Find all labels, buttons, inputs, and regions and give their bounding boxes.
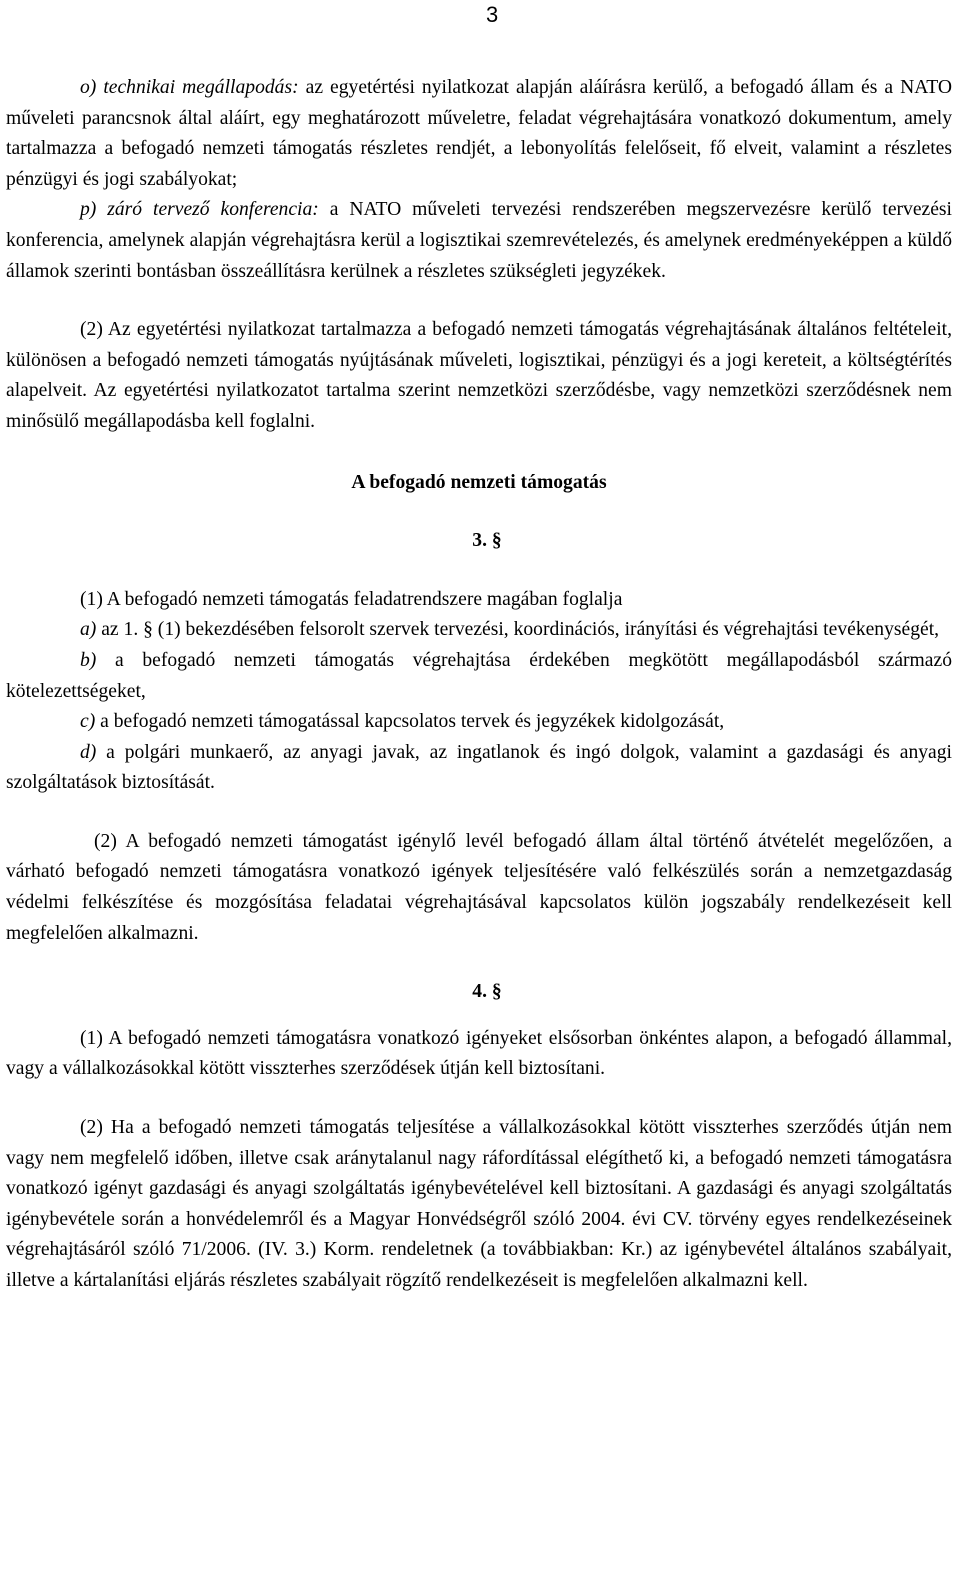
- section-3-item-c: [6, 707, 952, 738]
- section-4-number: 4. §: [472, 981, 502, 1003]
- definition-o-term: o) technikai megállapodás:: [80, 77, 299, 98]
- item-a-label: a): [80, 619, 97, 641]
- section-3-item-d: [6, 738, 952, 799]
- section-3-item-a: [6, 615, 952, 646]
- item-c-label: c): [80, 711, 96, 733]
- item-b-label: b): [80, 649, 97, 671]
- section-4-paragraph-2: (2) Ha a befogadó nemzeti támogatás teljesítése a vállalkozásokkal kötött visszterhes szerződés útján nem vagy nem megfelelő időben, illetve csak aránytalanul nagy ráfordítással elégíthető ki, a befogadó nemzeti támogatásra vonatkozó igényt gazdasági és anyagi szolgáltatás igénybevételével kell biztosítani. A gazdasági és anyagi szolgáltatás igénybevétele során a honvédelemről és a Magyar Honvédségről szóló 2004. évi CV. törvény egyes rendelkezéseinek végrehajtásáról szóló 71/2006. (IV. 3.) Korm. rendeletnek (a továbbiakban: Kr.) az igénybevétel általános szabályait, illetve a kártalanítási eljárás részletes szabályait rögzítő rendelkezéseit is megfelelően alkalmazni kell.: [6, 1117, 952, 1291]
- definition-p: [6, 195, 952, 287]
- section-3-paragraph-2: (2) A befogadó nemzeti támogatást igénylő levél befogadó állam által történő átvételét megelőzően, a várható befogadó nemzeti támogatásra vonatkozó igények teljesítésére való felkészülés során a nemzetgazdaság védelmi felkészítése és mozgósítása feladatai végrehajtásával kapcsolatos külön jogszabály rendelkezéseit kell megfelelően alkalmazni.: [6, 830, 952, 944]
- item-d-text: a polgári munkaerő, az anyagi javak, az ingatlanok és ingó dolgok, valamint a gazdasági és anyagi szolgáltatások biztosítását.: [6, 741, 952, 794]
- item-d-label: d): [80, 741, 97, 763]
- page-number: 3: [486, 2, 499, 27]
- definition-p-term: p) záró tervező konferencia:: [80, 199, 319, 221]
- item-a-text: az 1. § (1) bekezdésében felsorolt szervek tervezési, koordinációs, irányítási és végrehajtási tevékenységét,: [96, 619, 940, 641]
- definition-o-text: az egyetértési nyilatkozat alapján aláírásra kerülő, a befogadó állam és a NATO műveleti parancsnok által aláírt, egy meghatározott műveletre, feladat végrehajtására vonatkozó dokumentum, amely tartalmazza a befogadó nemzeti támogatás részletes rendjét, a lebonyolítás felelőseit, fő elveit, valamint a részletes pénzügyi és jogi szabályokat;: [6, 77, 952, 190]
- section-3-item-b: [6, 646, 952, 707]
- section-4-paragraph-1: (1) A befogadó nemzeti támogatásra vonatkozó igényeket elsősorban önkéntes alapon, a befogadó állammal, vagy a vállalkozásokkal kötött visszterhes szerződések útján kell biztosítani.: [6, 1027, 952, 1080]
- definition-o: [6, 73, 952, 195]
- item-c-text: a befogadó nemzeti támogatással kapcsolatos tervek és jegyzékek kidolgozását,: [95, 711, 725, 733]
- section-3-number: 3. §: [472, 530, 502, 552]
- section-3-paragraph-1: (1) A befogadó nemzeti támogatás feladatrendszere magában foglalja: [80, 588, 623, 610]
- paragraph-2-2: (2) Az egyetértési nyilatkozat tartalmazza a befogadó nemzeti támogatás végrehajtásának általános feltételeit, különösen a befogadó nemzeti támogatás nyújtásának műveleti, logisztikai, pénzügyi és a jogi kereteit, a költségtérítés alapelveit. Az egyetértési nyilatkozatot tartalma szerint nemzetközi szerződésbe, vagy nemzetközi szerződésnek nem minősülő megállapodásba kell foglalni.: [6, 319, 952, 432]
- definition-p-text: a NATO műveleti tervezési rendszerében megszervezésre kerülő tervezési konferencia, amelynek alapján végrehajtásra kerül a logisztikai szemrevételezés, és amelynek eredményeképpen a küldő államok szerinti bontásban összeállításra kerülnek a részletes szükségleti jegyzékek.: [6, 199, 952, 282]
- item-b-text: a befogadó nemzeti támogatás végrehajtása érdekében megkötött megállapodásból származó kötelezettségeket,: [6, 649, 952, 702]
- section-title: A befogadó nemzeti támogatás: [351, 471, 607, 493]
- document-body: [6, 73, 952, 1297]
